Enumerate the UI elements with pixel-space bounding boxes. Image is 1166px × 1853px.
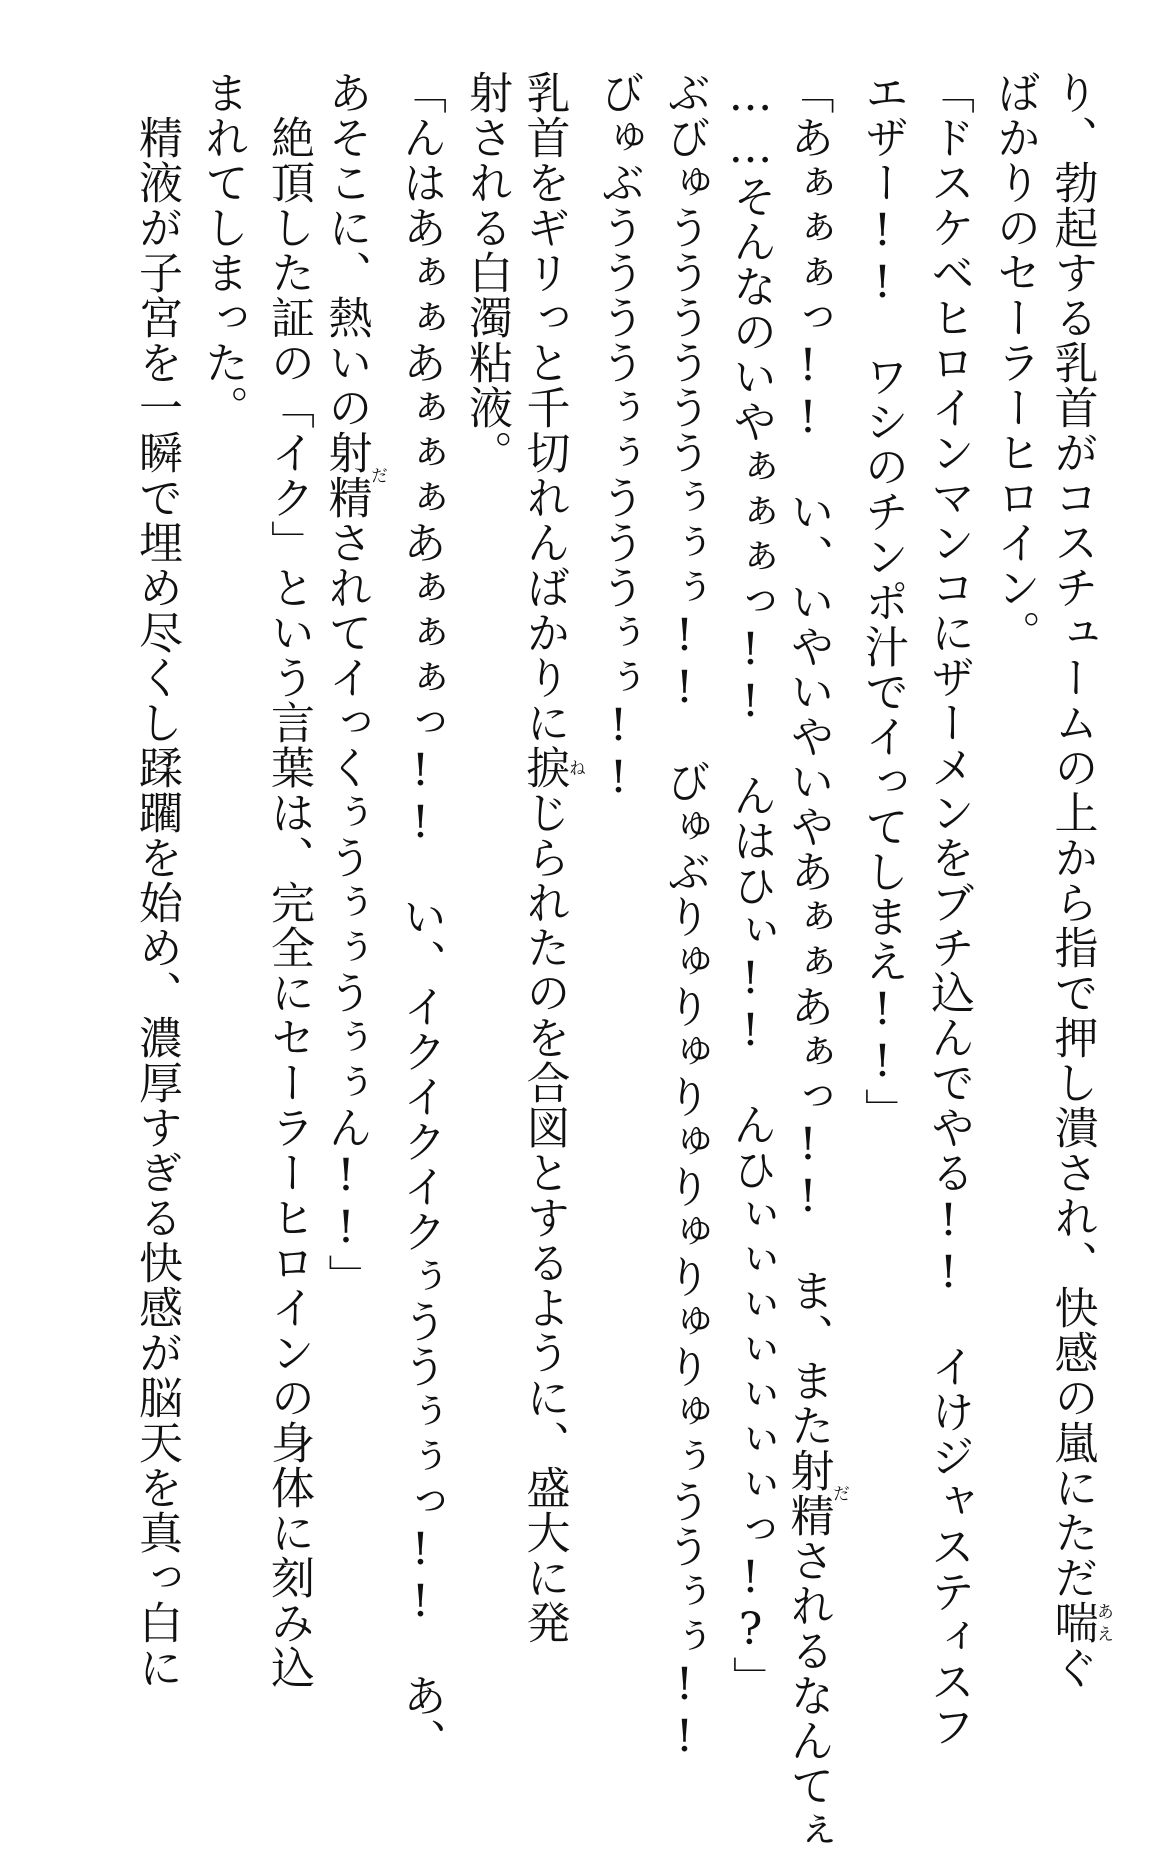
text-column — [190, 70, 254, 1630]
column-text: 射される白濁粘液。 — [461, 70, 512, 475]
text-column — [124, 70, 188, 1690]
column-text: 「ドスケベヒロインマンコにザーメンをブチ込んでやる!! イけジャスティスフ — [923, 70, 974, 1749]
text-column — [982, 70, 1046, 1630]
column-text: まれてしまった。 — [197, 70, 248, 430]
text-column — [518, 70, 585, 1645]
text-column — [454, 70, 518, 1630]
column-text: 絶頂した証の「イク」という言葉は、完全にセーラーヒロインの身体に刻み込 — [263, 70, 314, 1690]
column-text-after: じられたのを合図とするように、盛大に発 — [518, 790, 570, 1645]
text-column — [322, 70, 386, 1630]
text-column — [850, 70, 914, 1630]
column-text-after: されてイっくぅうぅぅうぅぅん!!」 — [320, 520, 372, 1299]
text-column — [782, 70, 849, 1853]
ruby-reading: ね — [565, 745, 585, 790]
text-column — [586, 70, 650, 1630]
column-text: 精液が子宮を一瞬で埋め尽くし蹂躙を始め、濃厚すぎる快感が脳天を真っ白に — [131, 70, 182, 1690]
column-text: 「あぁぁぁっ!! い、いやいやいやあぁぁあぁっ!! ま、また — [782, 70, 834, 1448]
text-column — [718, 70, 782, 1701]
ruby-reading: だ — [367, 430, 387, 520]
column-text: り、勃起する乳首がコスチュームの上から指で押し潰され、快感の嵐にただ — [1046, 70, 1098, 1600]
column-text-after: ぐ — [1046, 1645, 1098, 1690]
column-text: ぶびゅううううううぅぅぅ!! びゅぶりゅりゅりゅりゅりゅりゅぅううぅぅ!! — [659, 70, 710, 1763]
text-column — [916, 70, 980, 1749]
text-column — [388, 70, 452, 1763]
column-text: ……そんなのいやぁぁぁっ!! んはひぃ!! んひぃぃぃぃぃぃぃっ!?」 — [725, 70, 776, 1701]
ruby-annotation — [1046, 1600, 1113, 1645]
ruby-annotation — [782, 1448, 849, 1538]
text-column — [652, 70, 716, 1763]
ruby-base: 射精 — [782, 1448, 834, 1538]
column-text: 乳首をギリっと千切れんばかりに — [518, 70, 570, 745]
ruby-annotation — [518, 745, 585, 790]
text-column — [1046, 70, 1113, 1690]
column-text: 「んはあぁぁあぁぁぁあぁぁぁっ!! い、イクイクイクぅううぅぅっ!! あ、 — [395, 70, 446, 1763]
column-text: びゅぶううううぅぅうううぅぅ!! — [593, 70, 644, 804]
column-text: あそこに、熱いの — [320, 70, 372, 430]
column-text: ばかりのセーラーヒロイン。 — [989, 70, 1040, 655]
ruby-base: 喘 — [1046, 1600, 1098, 1645]
column-text-after: されるなんてぇ — [782, 1538, 834, 1853]
ruby-reading: あえ — [1093, 1600, 1113, 1645]
text-column — [256, 70, 320, 1690]
column-text: エザー!! ワシのチンポ汁でイってしまえ!!」 — [857, 70, 908, 1133]
ruby-base: 射精 — [320, 430, 372, 520]
ruby-base: 捩 — [518, 745, 570, 790]
ruby-reading: だ — [829, 1448, 849, 1538]
ruby-annotation — [320, 430, 387, 520]
